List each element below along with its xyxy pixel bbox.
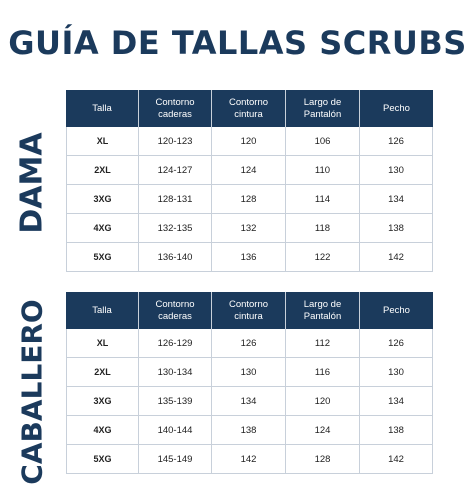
cell-pecho: 142 xyxy=(360,445,433,474)
header-talla: Talla xyxy=(66,90,139,127)
cell-cintura: 120 xyxy=(212,127,286,156)
cell-largo: 112 xyxy=(286,329,360,358)
cell-largo: 116 xyxy=(286,358,360,387)
cell-cintura: 132 xyxy=(212,214,286,243)
cell-pecho: 126 xyxy=(360,329,433,358)
cell-pecho: 126 xyxy=(360,127,433,156)
header-contorno-cintura: Contorno cintura xyxy=(212,292,286,329)
cell-caderas: 126-129 xyxy=(139,329,212,358)
cell-pecho: 134 xyxy=(360,185,433,214)
cell-pecho: 138 xyxy=(360,416,433,445)
cell-cintura: 142 xyxy=(212,445,286,474)
table-row xyxy=(66,387,433,416)
cell-largo: 106 xyxy=(286,127,360,156)
cell-pecho: 134 xyxy=(360,387,433,416)
cell-largo: 122 xyxy=(286,243,360,272)
cell-caderas: 124-127 xyxy=(139,156,212,185)
cell-talla: 5XG xyxy=(66,243,139,272)
cell-largo: 128 xyxy=(286,445,360,474)
cell-caderas: 130-134 xyxy=(139,358,212,387)
cell-caderas: 135-139 xyxy=(139,387,212,416)
header-contorno-caderas: Contorno caderas xyxy=(139,292,212,329)
cell-largo: 124 xyxy=(286,416,360,445)
cell-talla: 3XG xyxy=(66,387,139,416)
section-label-dama: DAMA xyxy=(14,132,50,234)
header-pecho: Pecho xyxy=(360,90,433,127)
cell-talla: XL xyxy=(66,127,139,156)
cell-caderas: 136-140 xyxy=(139,243,212,272)
cell-largo: 120 xyxy=(286,387,360,416)
cell-caderas: 128-131 xyxy=(139,185,212,214)
cell-cintura: 126 xyxy=(212,329,286,358)
cell-talla: 5XG xyxy=(66,445,139,474)
table-row xyxy=(66,416,433,445)
table-row xyxy=(66,185,433,214)
cell-pecho: 130 xyxy=(360,156,433,185)
section-label-caballero: CABALLERO xyxy=(15,299,49,485)
table-row xyxy=(66,445,433,474)
cell-cintura: 138 xyxy=(212,416,286,445)
cell-cintura: 136 xyxy=(212,243,286,272)
cell-caderas: 145-149 xyxy=(139,445,212,474)
size-table-caballero xyxy=(66,292,433,474)
cell-cintura: 130 xyxy=(212,358,286,387)
cell-cintura: 128 xyxy=(212,185,286,214)
table-row xyxy=(66,358,433,387)
table-row xyxy=(66,214,433,243)
cell-talla: 4XG xyxy=(66,214,139,243)
header-largo-pantalon: Largo de Pantalón xyxy=(286,90,360,127)
header-pecho: Pecho xyxy=(360,292,433,329)
header-row xyxy=(66,90,433,127)
header-row xyxy=(66,292,433,329)
header-largo-pantalon: Largo de Pantalón xyxy=(286,292,360,329)
cell-pecho: 138 xyxy=(360,214,433,243)
cell-talla: 3XG xyxy=(66,185,139,214)
page-title: GUÍA DE TALLAS SCRUBS xyxy=(8,24,467,62)
cell-caderas: 120-123 xyxy=(139,127,212,156)
table-row xyxy=(66,329,433,358)
size-table-dama xyxy=(66,90,433,272)
header-contorno-cintura: Contorno cintura xyxy=(212,90,286,127)
cell-talla: 2XL xyxy=(66,156,139,185)
cell-largo: 110 xyxy=(286,156,360,185)
cell-talla: 4XG xyxy=(66,416,139,445)
cell-talla: XL xyxy=(66,329,139,358)
header-talla: Talla xyxy=(66,292,139,329)
cell-talla: 2XL xyxy=(66,358,139,387)
table-row xyxy=(66,156,433,185)
cell-cintura: 124 xyxy=(212,156,286,185)
cell-cintura: 134 xyxy=(212,387,286,416)
cell-caderas: 140-144 xyxy=(139,416,212,445)
cell-pecho: 142 xyxy=(360,243,433,272)
cell-caderas: 132-135 xyxy=(139,214,212,243)
table-row xyxy=(66,127,433,156)
header-contorno-caderas: Contorno caderas xyxy=(139,90,212,127)
cell-largo: 114 xyxy=(286,185,360,214)
table-row xyxy=(66,243,433,272)
cell-largo: 118 xyxy=(286,214,360,243)
cell-pecho: 130 xyxy=(360,358,433,387)
